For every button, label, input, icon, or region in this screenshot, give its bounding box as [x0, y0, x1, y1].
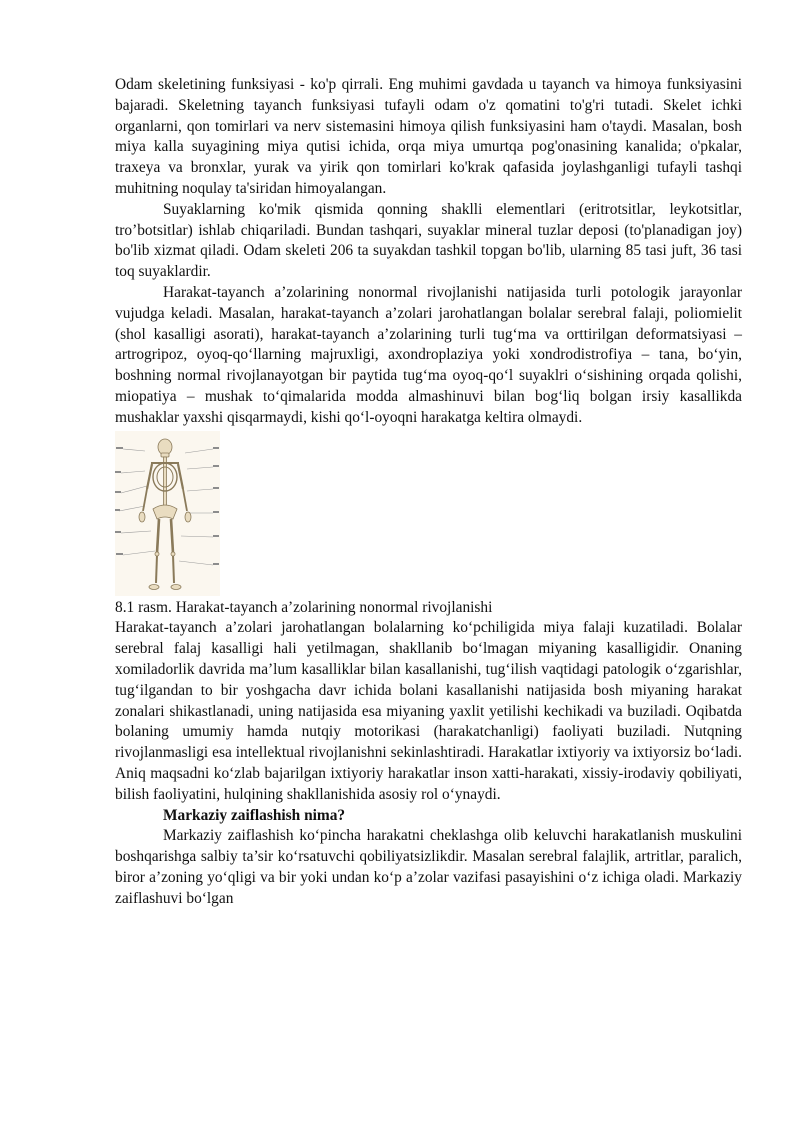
figure-caption: 8.1 rasm. Harakat-tayanch a’zolarining nonormal rivojlanishi: [115, 598, 493, 616]
document-page: [115, 75, 742, 910]
paragraph-skeleton-function: Odam skeletining funksiyasi - ko'p qirrali. Eng muhimi gavdada u tayanch va himoya funksiyasini bajaradi. Skeletning tayanch funksiyasi tufayli odam o'z qomatini to'g'ri tutadi. Skelet ichki organlarni, qon tomirlari va nerv sistemasini himoya qilish funksiyasini ham o'taydi. Masalan, bosh miya kalla suyagining miya qutisi ichida, orqa miya umurtqa pog'onasining kanalida; o'pkalar, traxeya va bronxlar, yurak va yirik qon tomirlari ko'krak qafasida joylashganligi tufayli tashqi muhitning noqulay ta'siridan himoyalangan.: [115, 76, 742, 197]
section-heading: Markaziy zaiflashish nima?: [163, 806, 346, 824]
paragraph-abnormal-development: Harakat-tayanch a’zolarining nonormal rivojlanishi natijasida turli potologik jarayonlar vujudga keladi. Masalan, harakat-tayanch a’zolari jarohatlangan bolalar serebral falaji, poliomielit (shol kasalligi asorati), harakat-tayanch a’zolarining turli tug‘ma va orttirilgan deformatsiyasi – artrogripoz, oyoq-qo‘llarning majruxligi, axondroplaziya yoki xondrodistrofiya – tana, bo‘yin, boshning normal rivojlanayotgan bir paytida tug‘ma oyoq-qo‘l suyaklri o‘sishining orqada qolishi, miopatiya – mushak to‘qimalarida modda almashinuvi bilan bog‘liq bolgan irsiy kasallikda mushaklar yaxshi qisqarmaydi, kishi qo‘l-oyoqni harakatga keltira olmaydi.: [115, 283, 742, 426]
skeleton-figure: [115, 431, 220, 596]
skeleton-illustration-icon: [115, 431, 220, 596]
paragraph-bone-marrow: Suyaklarning ko'mik qismida qonning shaklli elementlari (eritrotsitlar, leykotsitlar, tro’botsitlar) ishlab chiqariladi. Bundan tashqari, suyaklar mineral tuzlar deposi (to'planadigan joy) bo'lib xizmat qiladi. Odam skeleti 206 ta suyakdan tashkil topgan bo'lib, ularning 85 tasi juft, 36 tasi toq suyaklardir.: [115, 200, 742, 281]
paragraph-central-weakness: Markaziy zaiflashish ko‘pincha harakatni cheklashga olib keluvchi harakatlanish muskulini boshqarishga salbiy ta’sir ko‘rsatuvchi qobiliyatsizlikdir. Masalan serebral falajlik, artritlar, paralich, biror a’zoning yo‘qligi va bir yoki undan ko‘p a’zolar vazifasi pasayishini o‘z ichiga oladi. Markaziy zaiflashuvi bo‘lgan: [115, 827, 742, 907]
paragraph-cerebral-palsy: Harakat-tayanch a’zolari jarohatlangan bolalarning ko‘pchiligida miya falaji kuzatiladi. Bolalar serebral falaj kasalligi hali yetilmagan, shakllanib bo‘lmagan miyaning kasalligidir. Onaning xomiladorlik davrida ma’lum kasalliklar bilan kasallanishi, tug‘ilish vaqtidagi patologik o‘zgarishlar, tug‘ilgandan to bir yoshgacha davr ichida bolani kasallanishi natijasida bosh miyaning harakat zonalari shikastlanadi, uning natijasida esa miyaning yaxlit yetilishi kechikadi va buziladi. Oqibatda bolaning umumiy hamda nutqiy motorikasi (harakatchanligi) faoliyati buziladi. Nutqning rivojlanmasligi esa intellektual rivojlanishni sekinlashtiradi. Harakatlar ixtiyoriy va ixtiyorsiz bo‘ladi. Aniq maqsadni ko‘zlab bajarilgan ixtiyoriy harakatlar inson xatti-harakati, xissiy-irodaviy qobiliyati, bilish faoliyatini, hulqining shakllanishida asosiy rol o‘ynaydi.: [115, 619, 742, 803]
